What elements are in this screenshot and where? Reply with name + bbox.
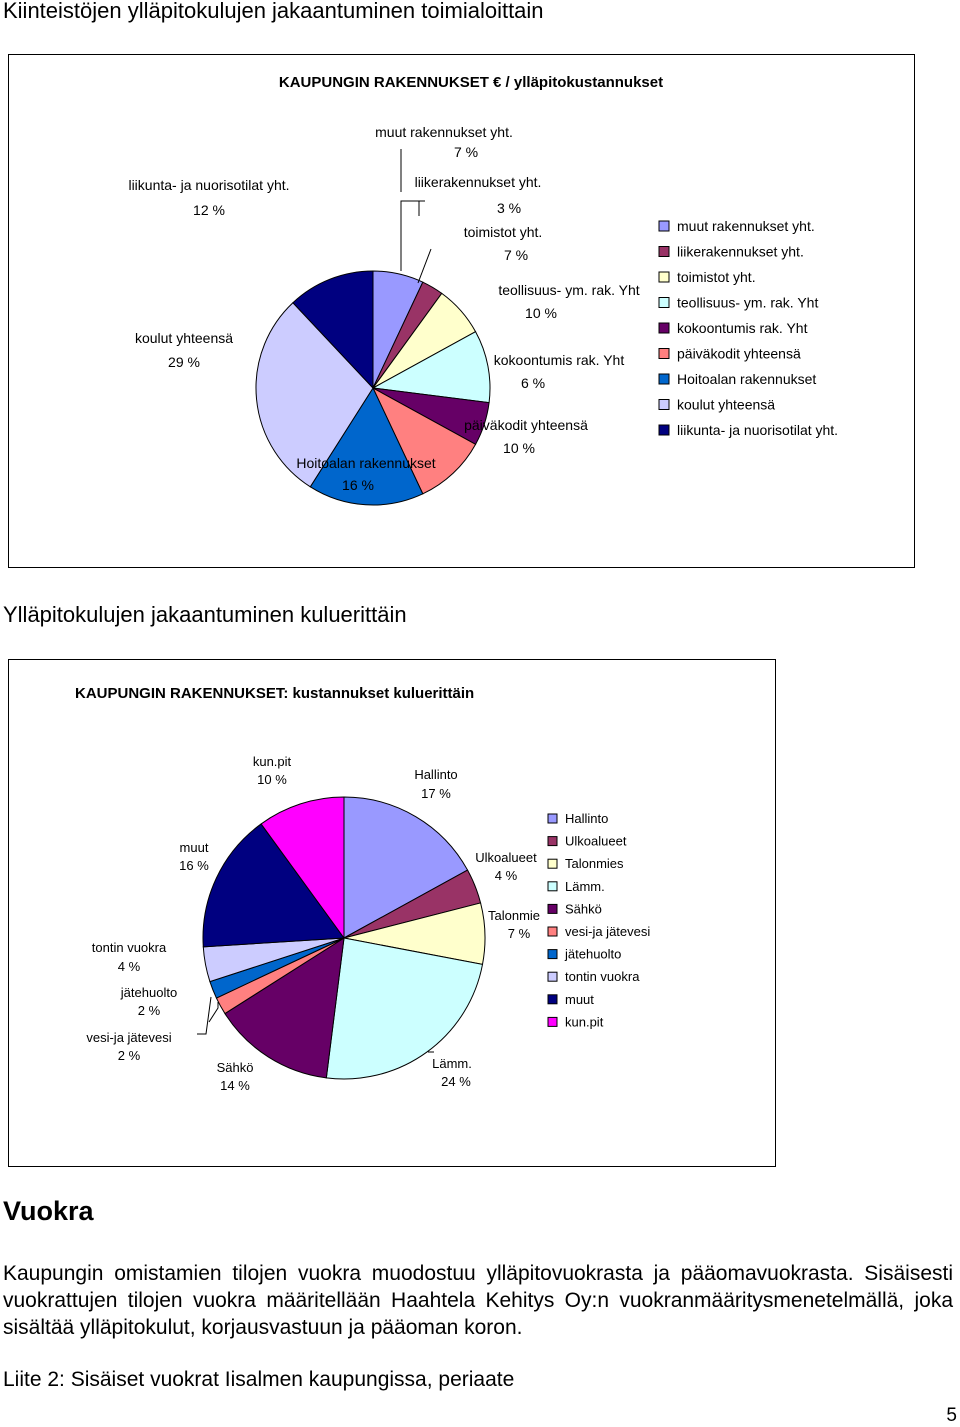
legend-swatch-muut (548, 995, 557, 1004)
legend-label-s-hk: Sähkö (565, 901, 602, 917)
slice-percent-hallinto: 17 % (421, 786, 451, 801)
slice-percent-muut-rakennukset-yht: 7 % (453, 144, 479, 160)
legend-label-p-iv-kodit-yhteens: päiväkodit yhteensä (677, 345, 801, 362)
legend-label-vesi-ja-j-tevesi: vesi-ja jätevesi (565, 924, 651, 939)
pie-chart-kuluerittain-svg (9, 660, 775, 1166)
slice-percent-vesi-ja-j-tevesi: 2 % (117, 1048, 141, 1063)
legend-swatch-l-mm (548, 882, 557, 891)
slice-percent-liikerakennukset-yht: 3 % (496, 200, 522, 216)
leader-line-top-1 (418, 249, 431, 283)
section-heading-toimialoittain: Kiinteistöjen ylläpitokulujen jakaantuminen toimialoittain (3, 0, 544, 23)
slice-label-muut: muut (179, 840, 209, 855)
legend-swatch-j-tehuolto (548, 950, 557, 959)
legend-swatch-teollisuus-ym-rak-yht (659, 298, 669, 308)
legend-swatch-muut-rakennukset-yht (659, 221, 669, 231)
legend-swatch-koulut-yhteens (659, 400, 669, 410)
vuokra-paragraph: Kaupungin omistamien tilojen vuokra muodostuu ylläpitovuokrasta ja pääomavuokrasta. Sisäisesti vuokrattujen tilojen vuokra määritellään Haahtela Kehitys Oy:n vuokranmääritysmenetelmällä, joka sisältää ylläpitokulut, korjausvastuun ja pääoman koron. (3, 1262, 953, 1339)
slice-percent-talonmies: 7 % (507, 926, 531, 941)
legend-swatch-liikunta-ja-nuorisotilat-yht (659, 425, 669, 435)
slice-percent-kun-pit: 10 % (257, 772, 287, 787)
legend-swatch-hoitoalan-rakennukset (659, 374, 669, 384)
slice-percent-liikunta-ja-nuorisotilat-yht: 12 % (193, 202, 225, 218)
legend-label-kokoontumis-rak-yht: kokoontumis rak. Yht (677, 320, 808, 336)
legend-label-muut: muut (565, 991, 594, 1007)
legend-label-ulkoalueet: Ulkoalueet (565, 833, 627, 849)
slice-label-hoitoalan-rakennukset: Hoitoalan rakennukset (296, 455, 436, 471)
legend-label-hoitoalan-rakennukset: Hoitoalan rakennukset (677, 371, 817, 387)
slice-percent-toimistot-yht: 7 % (503, 247, 529, 263)
legend-label-l-mm: Lämm. (565, 878, 605, 894)
legend-swatch-ulkoalueet (548, 837, 557, 846)
legend-label-liikerakennukset-yht: liikerakennukset yht. (677, 243, 804, 260)
legend-swatch-s-hk (548, 904, 557, 913)
slice-label-talonmies: Talonmie (487, 908, 541, 923)
slice-label-j-tehuolto: jätehuolto (120, 985, 178, 1000)
legend-label-hallinto: Hallinto (565, 811, 609, 826)
chart-title: KAUPUNGIN RAKENNUKSET € / ylläpitokustannukset (278, 74, 664, 91)
page-number: 5 (946, 1405, 957, 1426)
slice-label-kun-pit: kun.pit (252, 754, 292, 769)
legend-label-talonmies: Talonmies (565, 856, 624, 872)
legend-swatch-hallinto (548, 814, 557, 823)
legend-label-koulut-yhteens: koulut yhteensä (677, 396, 776, 413)
slice-label-s-hk: Sähkö (216, 1060, 254, 1075)
slice-label-toimistot-yht: toimistot yht. (463, 224, 543, 240)
slice-percent-kokoontumis-rak-yht: 6 % (520, 375, 546, 391)
slice-percent-s-hk: 14 % (220, 1078, 250, 1093)
slice-percent-j-tehuolto: 2 % (137, 1003, 161, 1018)
slice-label-teollisuus-ym-rak-yht: teollisuus- ym. rak. Yht (498, 282, 640, 298)
slice-percent-koulut-yhteens: 29 % (168, 354, 200, 370)
legend-swatch-toimistot-yht (659, 272, 669, 282)
legend-label-j-tehuolto: jätehuolto (565, 946, 622, 962)
chart-toimialoittain (8, 54, 915, 568)
legend-label-muut-rakennukset-yht: muut rakennukset yht. (677, 218, 815, 234)
appendix-reference: Liite 2: Sisäiset vuokrat Iisalmen kaupungissa, periaate (3, 1368, 515, 1391)
legend-swatch-talonmies (548, 859, 557, 868)
legend-label-tontin-vuokra: tontin vuokra (565, 969, 640, 985)
legend-label-teollisuus-ym-rak-yht: teollisuus- ym. rak. Yht (677, 294, 819, 311)
legend-swatch-vesi-ja-j-tevesi (548, 927, 557, 936)
slice-percent-tontin-vuokra: 4 % (117, 959, 141, 974)
legend-swatch-liikerakennukset-yht (659, 247, 669, 257)
slice-label-koulut-yhteens: koulut yhteensä (134, 330, 234, 346)
chart-kuluerittain (8, 659, 776, 1167)
legend-label-toimistot-yht: toimistot yht. (677, 269, 756, 285)
legend-swatch-kokoontumis-rak-yht (659, 323, 669, 333)
legend-swatch-tontin-vuokra (548, 972, 557, 981)
slice-label-muut-rakennukset-yht: muut rakennukset yht. (375, 124, 513, 140)
legend-swatch-p-iv-kodit-yhteens (659, 349, 669, 359)
slice-label-vesi-ja-j-tevesi: vesi-ja jätevesi (86, 1030, 172, 1045)
slice-percent-hoitoalan-rakennukset: 16 % (342, 477, 374, 493)
slice-label-ulkoalueet: Ulkoalueet (475, 850, 537, 865)
slice-percent-ulkoalueet: 4 % (494, 868, 518, 883)
slice-label-liikerakennukset-yht: liikerakennukset yht. (414, 174, 542, 190)
vuokra-heading: Vuokra (3, 1196, 94, 1226)
slice-percent-p-iv-kodit-yhteens: 10 % (503, 440, 535, 456)
leader-line-top-0 (401, 201, 425, 271)
slice-percent-teollisuus-ym-rak-yht: 10 % (525, 305, 557, 321)
leader-line-vesi-ja-j-tevesi (197, 997, 211, 1034)
legend-swatch-kun-pit (548, 1017, 557, 1026)
slice-label-kokoontumis-rak-yht: kokoontumis rak. Yht (493, 352, 625, 368)
slice-label-p-iv-kodit-yhteens: päiväkodit yhteensä (464, 417, 588, 433)
slice-label-liikunta-ja-nuorisotilat-yht: liikunta- ja nuorisotilat yht. (128, 177, 290, 193)
legend-label-kun-pit: kun.pit (565, 1014, 604, 1030)
slice-percent-l-mm: 24 % (441, 1074, 471, 1089)
slice-label-tontin-vuokra: tontin vuokra (91, 940, 167, 955)
slice-percent-muut: 16 % (179, 858, 209, 873)
pie-chart-toimialoittain-svg (9, 55, 914, 567)
slice-label-l-mm: Lämm. (432, 1056, 472, 1071)
section-heading-kuluerittain: Ylläpitokulujen jakaantuminen kuluerittäin (3, 602, 407, 627)
slice-label-hallinto: Hallinto (414, 767, 458, 782)
legend-label-liikunta-ja-nuorisotilat-yht: liikunta- ja nuorisotilat yht. (677, 422, 839, 438)
chart-title: KAUPUNGIN RAKENNUKSET: kustannukset kuluerittäin (75, 685, 475, 702)
